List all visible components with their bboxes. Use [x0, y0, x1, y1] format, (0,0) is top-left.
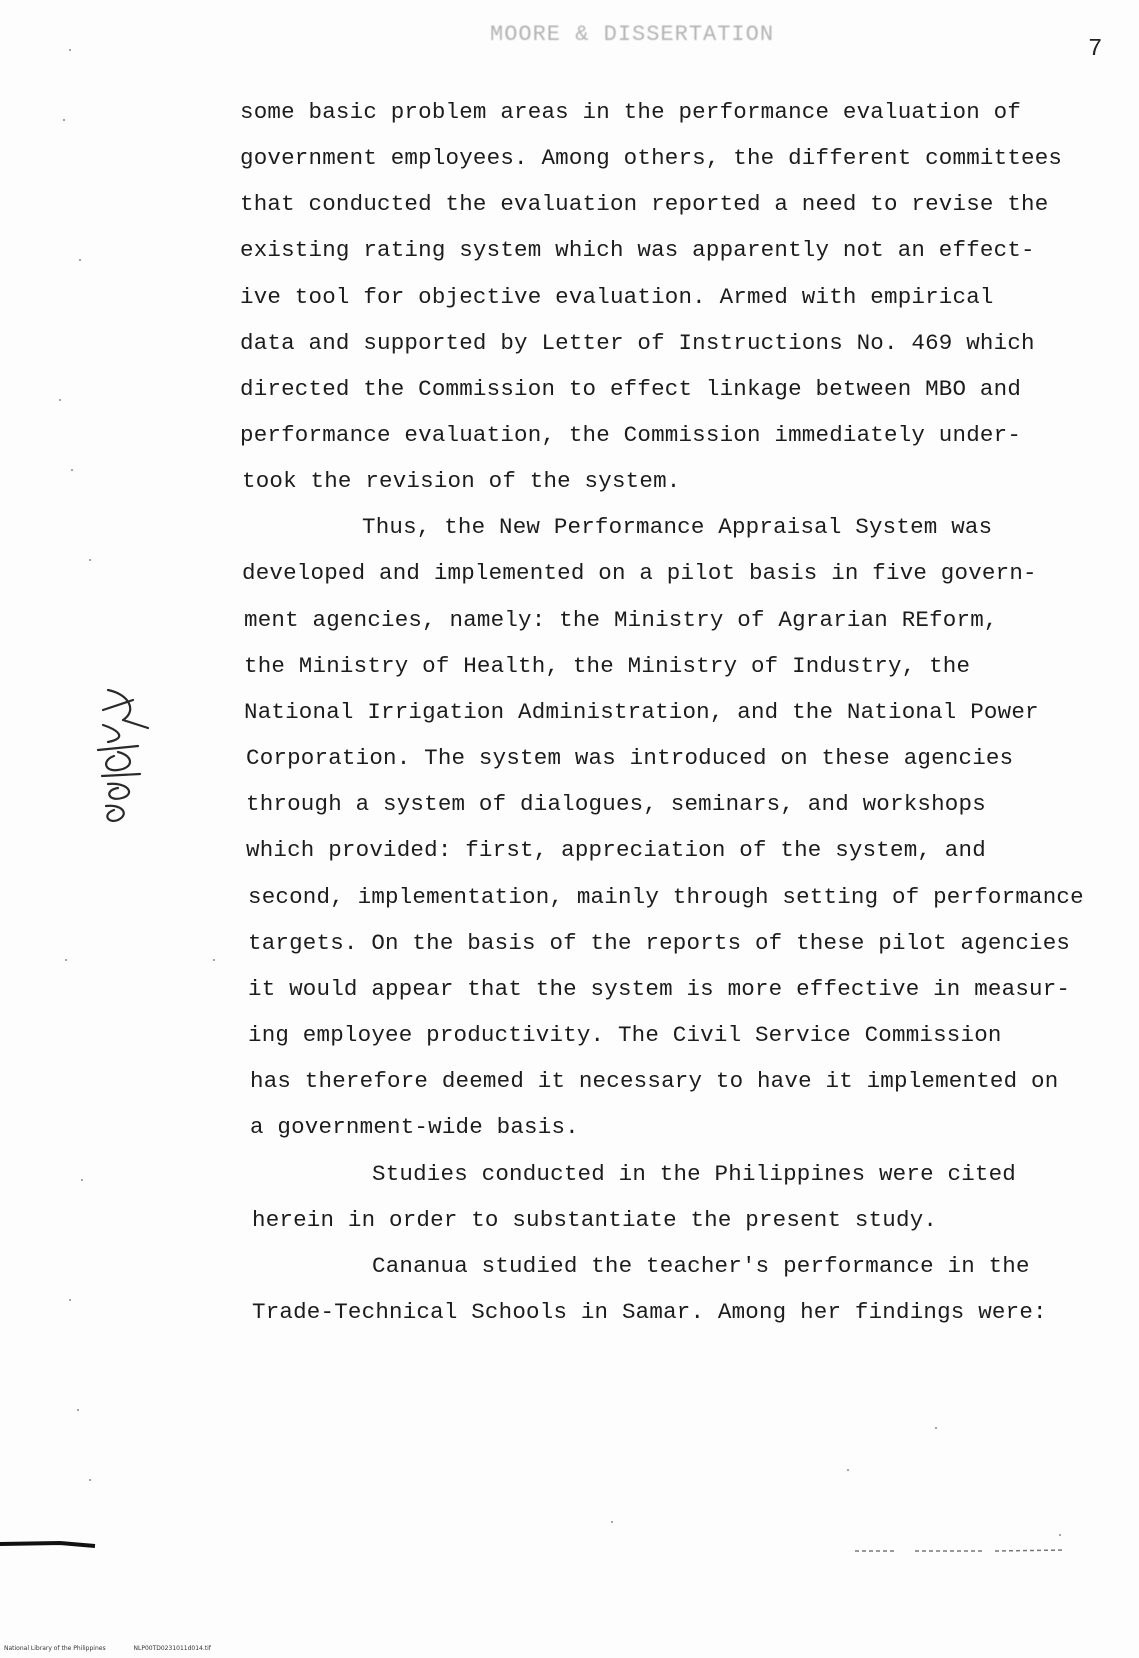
text-line: the Ministry of Health, the Ministry of Industry, the	[244, 653, 971, 679]
text-line: developed and implemented on a pilot basis in five govern-	[242, 560, 1037, 586]
text-line: Trade-Technical Schools in Samar. Among her findings were:	[252, 1299, 1047, 1325]
footer-file: NLP00TD0231011d014.tif	[133, 1645, 211, 1652]
text-line: ing employee productivity. The Civil Service Commission	[248, 1022, 1002, 1048]
text-line: government employees. Among others, the different committees	[240, 145, 1063, 171]
text-line: targets. On the basis of the reports of these pilot agencies	[248, 930, 1071, 956]
text-line: ive tool for objective evaluation. Armed with empirical	[240, 284, 994, 310]
text-line: through a system of dialogues, seminars, and workshops	[246, 791, 986, 817]
text-line: which provided: first, appreciation of the system, and	[246, 837, 986, 863]
text-line: Corporation. The system was introduced on these agencies	[246, 745, 1014, 771]
text-line: a government-wide basis.	[250, 1114, 579, 1140]
text-line: second, implementation, mainly through setting of performance	[248, 884, 1084, 910]
handwritten-margin-note	[78, 680, 168, 830]
text-line: has therefore deemed it necessary to have it implemented on	[250, 1068, 1059, 1094]
text-line: some basic problem areas in the performance evaluation of	[240, 99, 1022, 125]
text-line: data and supported by Letter of Instructions No. 469 which	[240, 330, 1035, 356]
page-number: 7	[1088, 36, 1103, 63]
text-line: herein in order to substantiate the present study.	[252, 1207, 938, 1233]
text-line: performance evaluation, the Commission immediately under-	[240, 422, 1022, 448]
text-line: directed the Commission to effect linkage between MBO and	[240, 376, 1022, 402]
text-line: Studies conducted in the Philippines were cited	[372, 1161, 1017, 1187]
text-line: took the revision of the system.	[242, 468, 681, 494]
text-line: existing rating system which was apparently not an effect-	[240, 237, 1035, 263]
scan-bottom-dash	[855, 1548, 1065, 1554]
text-line: Thus, the New Performance Appraisal System was	[362, 514, 993, 540]
text-line: it would appear that the system is more effective in measur-	[248, 976, 1071, 1002]
text-line: ment agencies, namely: the Ministry of Agrarian REform,	[244, 607, 998, 633]
header-stamp: MOORE & DISSERTATION	[490, 22, 775, 47]
text-line: National Irrigation Administration, and the National Power	[244, 699, 1039, 725]
text-line: Cananua studied the teacher's performance in the	[372, 1253, 1030, 1279]
footer-library: National Library of the Philippines	[4, 1645, 106, 1652]
scan-footer	[4, 1645, 237, 1652]
scan-edge-mark	[0, 1538, 100, 1550]
text-line: that conducted the evaluation reported a need to revise the	[240, 191, 1049, 217]
